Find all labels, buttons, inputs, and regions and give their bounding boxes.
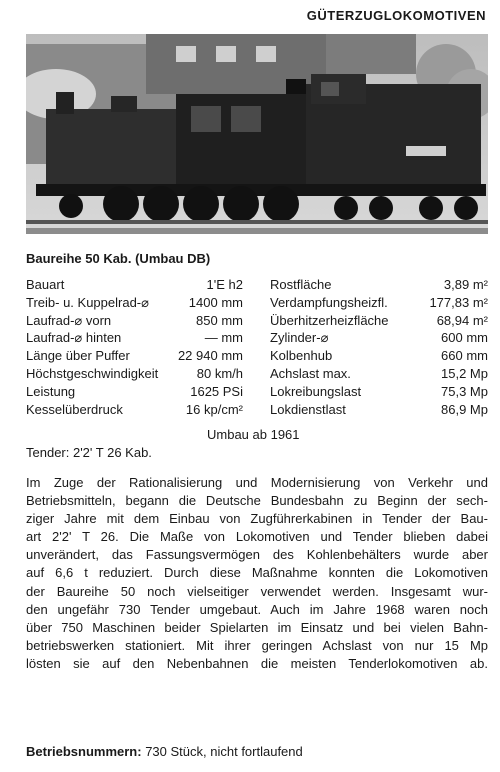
locomotive-photo	[26, 34, 488, 234]
spec-value: 850 mm	[196, 312, 243, 328]
spec-label: Kolbenhub	[270, 348, 333, 364]
paragraph-line: der Baureihe 50 noch vielseitiger verwendet werden. Insgesamt wur-	[26, 583, 488, 599]
spec-value: 3,89 m²	[443, 277, 488, 292]
conversion-year: Umbau ab 1961	[207, 427, 300, 442]
spec-label: Lokreibungslast	[270, 383, 362, 399]
spec-label: Achslast max.	[270, 365, 351, 381]
spec-label: Kesselüberdruck	[26, 401, 123, 417]
spec-value: 22 940 mm	[177, 348, 243, 364]
spec-value: — mm	[204, 330, 243, 346]
running-numbers-label: Betriebsnummern:	[26, 744, 142, 759]
spec-value: 1625 PSi	[190, 383, 243, 399]
paragraph-line: unverändert, das Fassungsvermögen des Kohlenbehälters wurde aber	[26, 547, 488, 563]
tender-type: Tender: 2'2' T 26 Kab.	[26, 445, 152, 460]
paragraph-line: art 2'2' T 26. Die Maße von Lokomotiven und Tender blieben dabei	[26, 529, 488, 545]
spec-value: 1400 mm	[188, 294, 243, 310]
paragraph-line: betriebswerken stationiert. Mit ihrer geringen Achslast von nur 15 Mp	[26, 637, 488, 653]
paragraph-line: Im Zuge der Rationalisierung und Modernisierung von Verkehr und	[26, 475, 488, 490]
paragraph-line: lösten sie auf den Nebenbahnen die meisten Tenderlokomotiven ab.	[26, 655, 488, 671]
section-header: GÜTERZUGLOKOMOTIVEN	[306, 8, 486, 23]
spec-value: 1'E h2	[206, 277, 243, 292]
spec-value: 16 kp/cm²	[185, 401, 243, 417]
paragraph-line: Betriebsmitteln, begann die Deutsche Bundesbahn zu Beginn der sech-	[26, 493, 488, 509]
spec-value: 15,2 Mp	[441, 365, 488, 381]
spec-label: Rostfläche	[270, 277, 332, 292]
spec-label: Laufrad-⌀ vorn	[26, 312, 112, 328]
spec-row	[26, 383, 488, 401]
spec-value: 68,94 m²	[436, 312, 488, 328]
spec-row	[26, 401, 488, 419]
paragraph-line: auf 6,6 t reduziert. Durch diese Maßnahme konnten die Lokomotiven	[26, 565, 488, 581]
spec-label: Zylinder-⌀	[270, 330, 329, 346]
running-numbers	[26, 744, 303, 759]
spec-value: 600 mm	[441, 330, 488, 346]
description-paragraph	[26, 474, 488, 673]
spec-row	[26, 347, 488, 365]
spec-row	[26, 329, 488, 347]
spec-label: Laufrad-⌀ hinten	[26, 330, 122, 346]
running-numbers-value: 730 Stück, nicht fortlaufend	[145, 744, 303, 759]
spec-table	[26, 276, 488, 418]
spec-label: Leistung	[26, 383, 76, 399]
spec-label: Höchstgeschwindigkeit	[26, 365, 159, 381]
spec-value: 177,83 m²	[429, 294, 488, 310]
spec-row	[26, 312, 488, 330]
spec-value: 75,3 Mp	[441, 383, 488, 399]
locomotive-title: Baureihe 50 Kab. (Umbau DB)	[26, 251, 211, 266]
paragraph-line: ziger Jahre mit dem Einbau von Zugführerkabinen in Tender der Bau-	[26, 511, 488, 527]
spec-label: Überhitzerheizfläche	[270, 312, 389, 328]
paragraph-line: den ungefähr 730 Tender umgebaut. Auch im Jahre 1968 waren noch	[26, 601, 488, 617]
spec-row	[26, 276, 488, 294]
spec-row	[26, 294, 488, 312]
spec-row	[26, 365, 488, 383]
spec-label: Länge über Puffer	[26, 348, 130, 364]
spec-value: 660 mm	[441, 348, 488, 364]
spec-label: Lokdienstlast	[270, 401, 346, 417]
spec-label: Treib- u. Kuppelrad-⌀	[26, 294, 149, 310]
spec-value: 80 km/h	[196, 365, 243, 381]
steam-locomotive-photo-icon	[26, 34, 488, 234]
spec-value: 86,9 Mp	[441, 401, 488, 417]
paragraph-line: über 750 Maschinen beider Spielarten im Einsatz und bei vielen Bahn-	[26, 619, 488, 635]
spec-label: Bauart	[26, 277, 65, 292]
spec-label: Verdampfungsheizfl.	[270, 294, 388, 310]
